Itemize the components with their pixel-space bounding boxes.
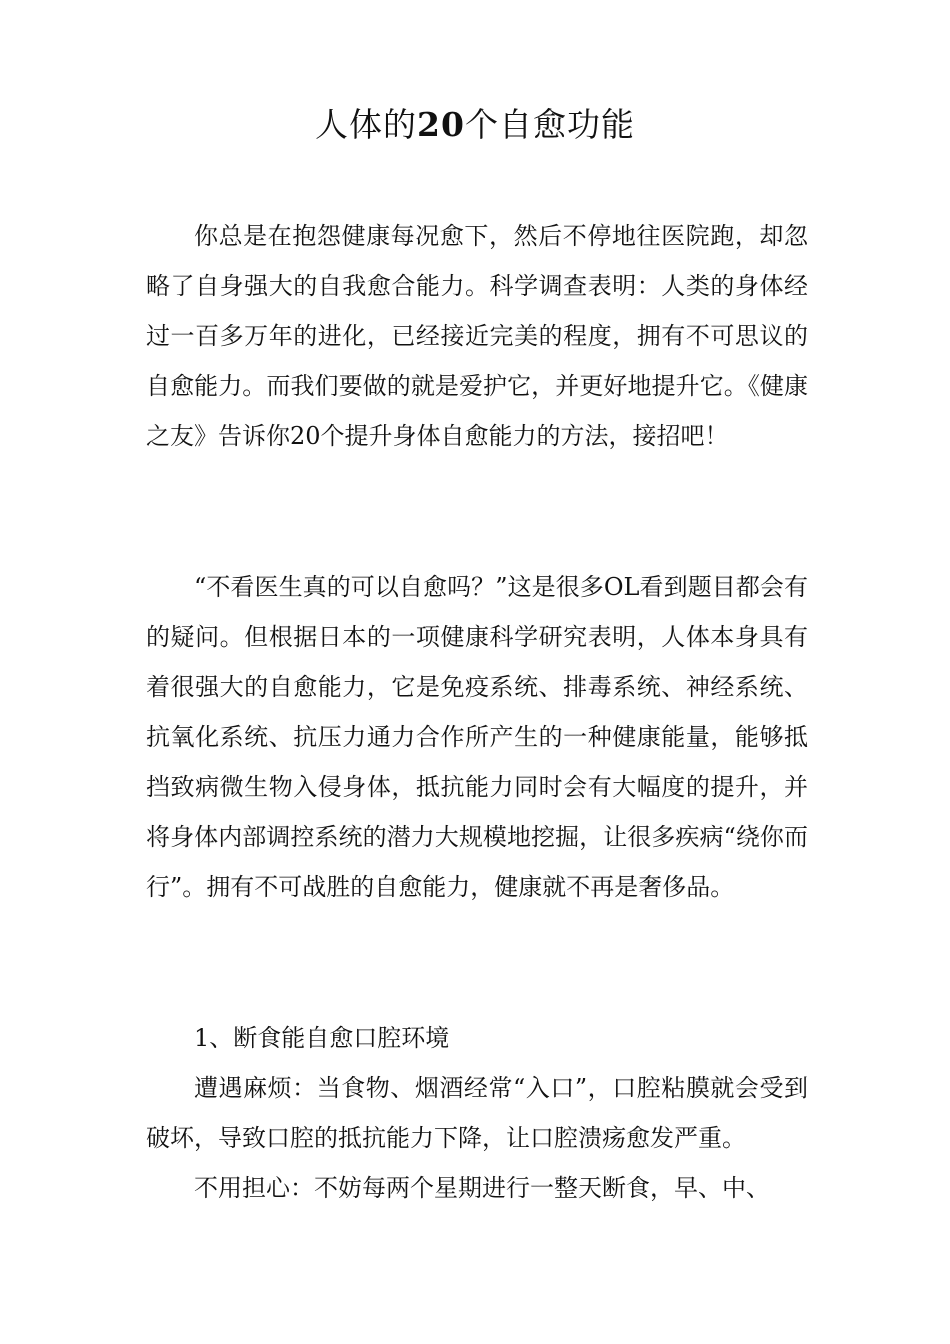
title-suffix: 个自愈功能	[464, 105, 635, 144]
section-1-solution: 不用担心：不妨每两个星期进行一整天断食，早、中、	[194, 1174, 770, 1202]
title-number: 20	[417, 105, 465, 144]
intro-paragraph-block	[146, 211, 808, 461]
section-1-trouble: 遭遇麻烦：当食物、烟酒经常“入口”，口腔粘膜就会受到破坏，导致口腔的抵抗能力下降，让口腔溃疡愈发严重。	[146, 1074, 808, 1152]
document-title	[0, 100, 950, 150]
intro-paragraph: 你总是在抱怨健康每况愈下，然后不停地往医院跑，却忽略了自身强大的自我愈合能力。科学调查表明：人类的身体经过一百多万年的进化，已经接近完美的程度，拥有不可思议的自愈能力。而我们要做的就是爱护它，并更好地提升它。《健康之友》告诉你20个提升身体自愈能力的方法，接招吧！	[146, 222, 808, 450]
title-prefix: 人体的	[315, 105, 418, 144]
section-1-heading: 1、断食能自愈口腔环境	[194, 1024, 450, 1052]
question-paragraph: “不看医生真的可以自愈吗？”这是很多OL看到题目都会有的疑问。但根据日本的一项健康科学研究表明，人体本身具有着很强大的自愈能力，它是免疫系统、排毒系统、神经系统、抗氧化系统、抗压力通力合作所产生的一种健康能量，能够抵挡致病微生物入侵身体，抵抗能力同时会有大幅度的提升，并将身体内部调控系统的潜力大规模地挖掘，让很多疾病“绕你而行”。拥有不可战胜的自愈能力，健康就不再是奢侈品。	[146, 573, 808, 901]
question-paragraph-block	[146, 562, 808, 912]
section-1	[146, 1013, 808, 1213]
